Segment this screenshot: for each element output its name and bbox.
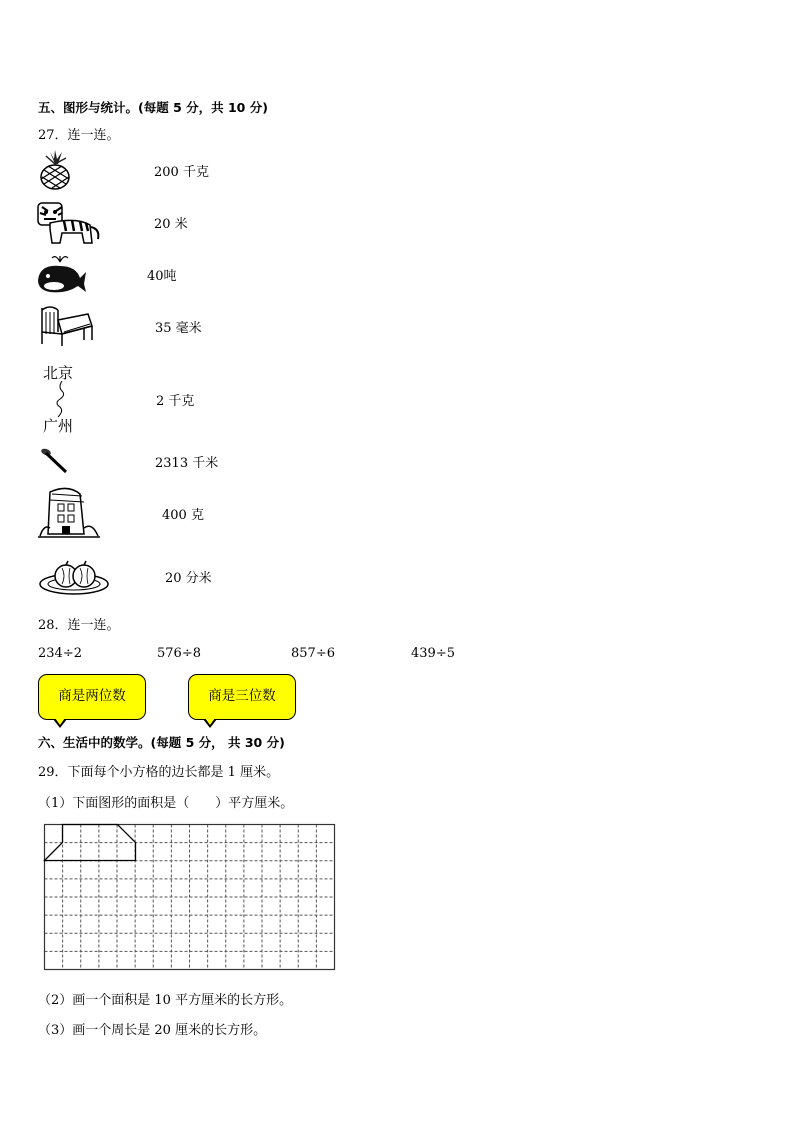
map-city-bottom: 广州 bbox=[43, 417, 74, 435]
q27-item: 35 毫米 bbox=[155, 321, 202, 336]
q27-item: 2313 千米 bbox=[155, 456, 219, 471]
q27-item: 40吨 bbox=[147, 269, 177, 284]
q27-item: 2 千克 bbox=[156, 394, 195, 409]
map-city-top: 北京 bbox=[43, 364, 74, 382]
q27-label: 27．连一连。 bbox=[38, 128, 120, 143]
bubble-label: 商是两位数 bbox=[58, 688, 126, 704]
q27-item: 400 克 bbox=[162, 508, 204, 523]
bubble-tail bbox=[53, 719, 67, 728]
square-grid bbox=[40, 822, 340, 974]
q27-item: 20 分米 bbox=[165, 571, 212, 586]
bubble-tail bbox=[203, 719, 217, 728]
whale-icon bbox=[36, 254, 88, 294]
section6-title: 六、生活中的数学。(每题 5 分， 共 30 分) bbox=[38, 735, 285, 750]
q28-label: 28．连一连。 bbox=[38, 618, 120, 633]
bubble-two-digit-quotient bbox=[38, 674, 146, 720]
q29-sub3: （3）画一个周长是 20 厘米的长方形。 bbox=[38, 1023, 267, 1038]
pineapple-icon bbox=[38, 150, 72, 190]
q27-item: 20 米 bbox=[154, 217, 188, 232]
building-icon bbox=[38, 484, 100, 540]
q27-item: 200 千克 bbox=[154, 165, 209, 180]
q28-expression: 576÷8 bbox=[157, 646, 201, 661]
fruit-plate-icon bbox=[38, 556, 110, 596]
nail-icon bbox=[40, 446, 70, 474]
q28-expression: 439÷5 bbox=[411, 646, 455, 661]
bubble-three-digit-quotient bbox=[188, 674, 296, 720]
q28-expression: 234÷2 bbox=[38, 646, 82, 661]
route-line-icon bbox=[44, 381, 74, 417]
q29-label: 29．下面每个小方格的边长都是 1 厘米。 bbox=[38, 765, 280, 780]
q28-expression: 857÷6 bbox=[291, 646, 335, 661]
section5-title: 五、图形与统计。(每题 5 分，共 10 分) bbox=[38, 100, 268, 115]
tiger-icon bbox=[36, 199, 102, 247]
bubble-label: 商是三位数 bbox=[208, 688, 276, 704]
q29-sub2: （2）画一个面积是 10 平方厘米的长方形。 bbox=[38, 993, 293, 1008]
q29-sub1: （1）下面图形的面积是（ ）平方厘米。 bbox=[38, 796, 294, 811]
bed-icon bbox=[38, 302, 94, 348]
